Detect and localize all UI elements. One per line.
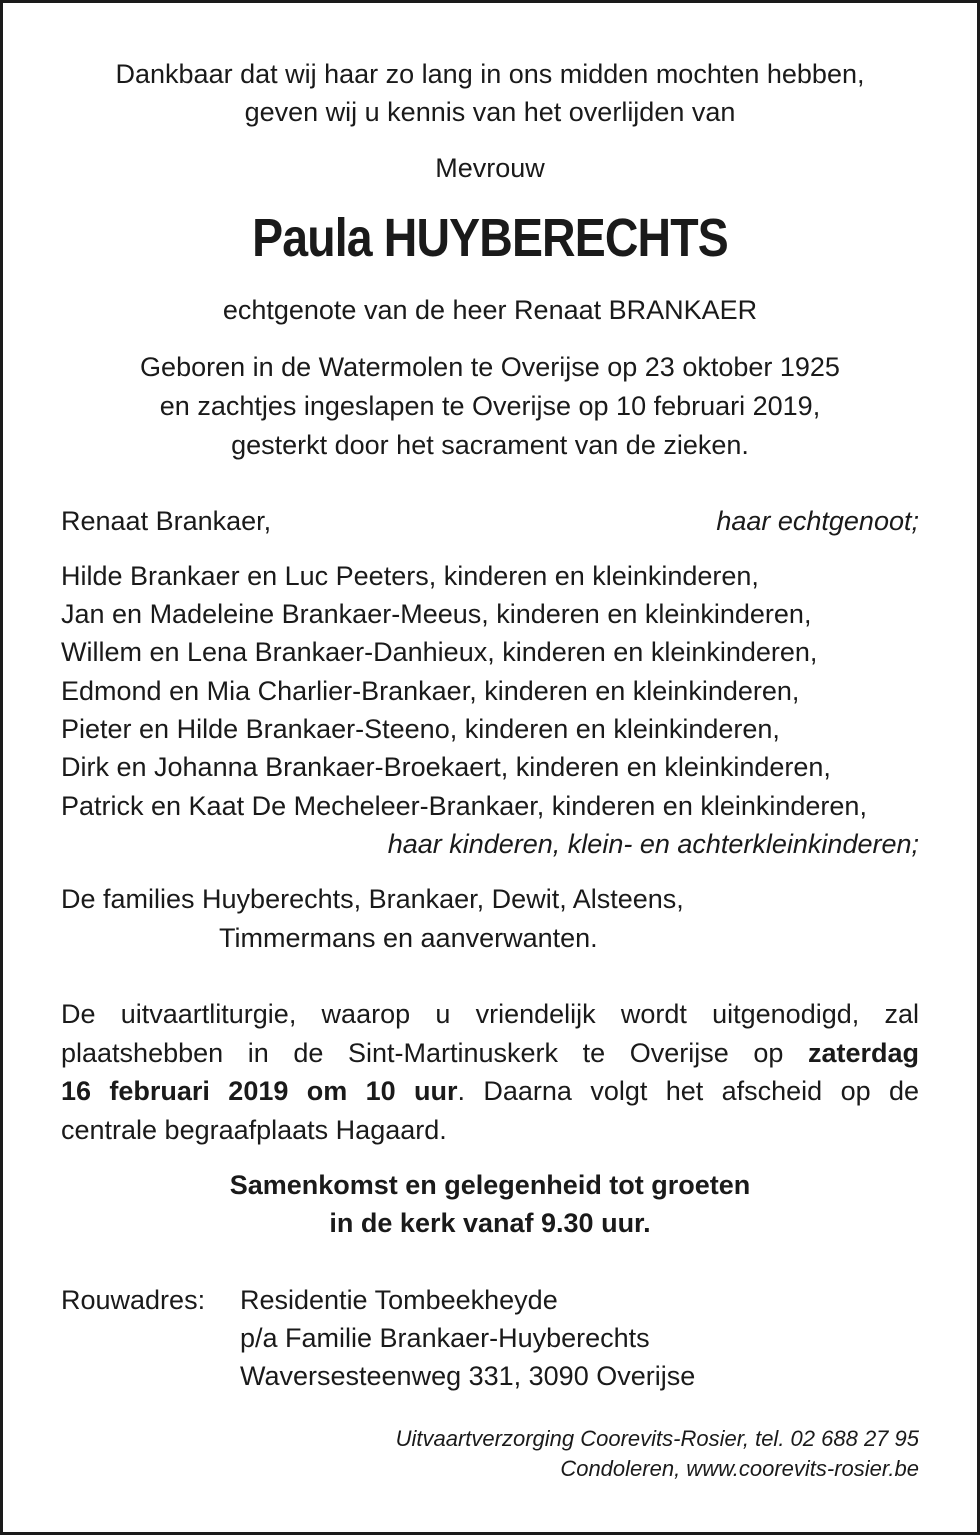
funeral-line-4: centrale begraafplaats Hagaard. [61,1115,447,1145]
child-line: Edmond en Mia Charlier-Brankaer, kinderen en kleinkinderen, [61,676,800,706]
funeral-day: zaterdag [807,1038,919,1068]
child-line: Hilde Brankaer en Luc Peeters, kinderen en kleinkinderen, [61,561,759,591]
child-line: Dirk en Johanna Brankaer-Broekaert, kinderen en kleinkinderen, [61,752,831,782]
families-line-2: Timmermans en aanverwanten. [219,923,598,953]
child-line: Willem en Lena Brankaer-Danhieux, kinderen en kleinkinderen, [61,637,818,667]
husband-name: Renaat Brankaer, [61,506,272,536]
deceased-name: Paula HUYBERECHTS [252,208,728,268]
families-line-1: De families Huyberechts, Brankaer, Dewit, Alsteens, [61,884,684,914]
address-label: Rouwadres: [61,1285,206,1315]
footer-condolences: Condoleren, www.coorevits-rosier.be [560,1456,919,1481]
child-line: Pieter en Hilde Brankaer-Steeno, kinderen en kleinkinderen, [61,714,780,744]
funeral-location-text: plaatshebben in de Sint-Martinuskerk te Overijse op [61,1038,808,1068]
child-line: Patrick en Kaat De Mecheleer-Brankaer, kinderen en kleinkinderen, [61,791,867,821]
funeral-line-3 [61,1072,919,1110]
birth-line-1: Geboren in de Watermolen te Overijse op 23 oktober 1925 [140,352,840,382]
address-line-3: Waversesteenweg 331, 3090 Overijse [240,1361,696,1391]
birth-line-3: gesterkt door het sacrament van de zieken. [231,430,749,460]
address-line-1: Residentie Tombeekheyde [240,1285,558,1315]
children-role: haar kinderen, klein- en achterkleinkinderen; [387,829,919,859]
husband-role: haar echtgenoot; [716,506,919,536]
child-line: Jan en Madeleine Brankaer-Meeus, kinderen en kleinkinderen, [61,599,812,629]
spouse-line: echtgenote van de heer Renaat BRANKAER [222,295,758,325]
footer-undertaker: Uitvaartverzorging Coorevits-Rosier, tel. 02 688 27 95 [395,1426,919,1451]
salutation: Mevrouw [435,153,545,183]
gathering-line-2: in de kerk vanaf 9.30 uur. [329,1208,651,1238]
birth-line-2: en zachtjes ingeslapen te Overijse op 10 februari 2019, [159,391,821,421]
address-line-2: p/a Familie Brankaer-Huyberechts [240,1323,650,1353]
funeral-line-1: De uitvaartliturgie, waarop u vriendelijk wordt uitgenodigd, zal [61,999,919,1029]
funeral-line-2 [61,1034,919,1072]
intro-line-2: geven wij u kennis van het overlijden van [244,97,736,127]
gathering-line-1: Samenkomst en gelegenheid tot groeten [229,1170,751,1200]
intro-line-1: Dankbaar dat wij haar zo lang in ons midden mochten hebben, [115,59,865,89]
funeral-after-text: . Daarna volgt het afscheid op de [457,1076,919,1106]
funeral-date-time: 16 februari 2019 om 10 uur [61,1076,458,1106]
husband-row [61,502,919,540]
